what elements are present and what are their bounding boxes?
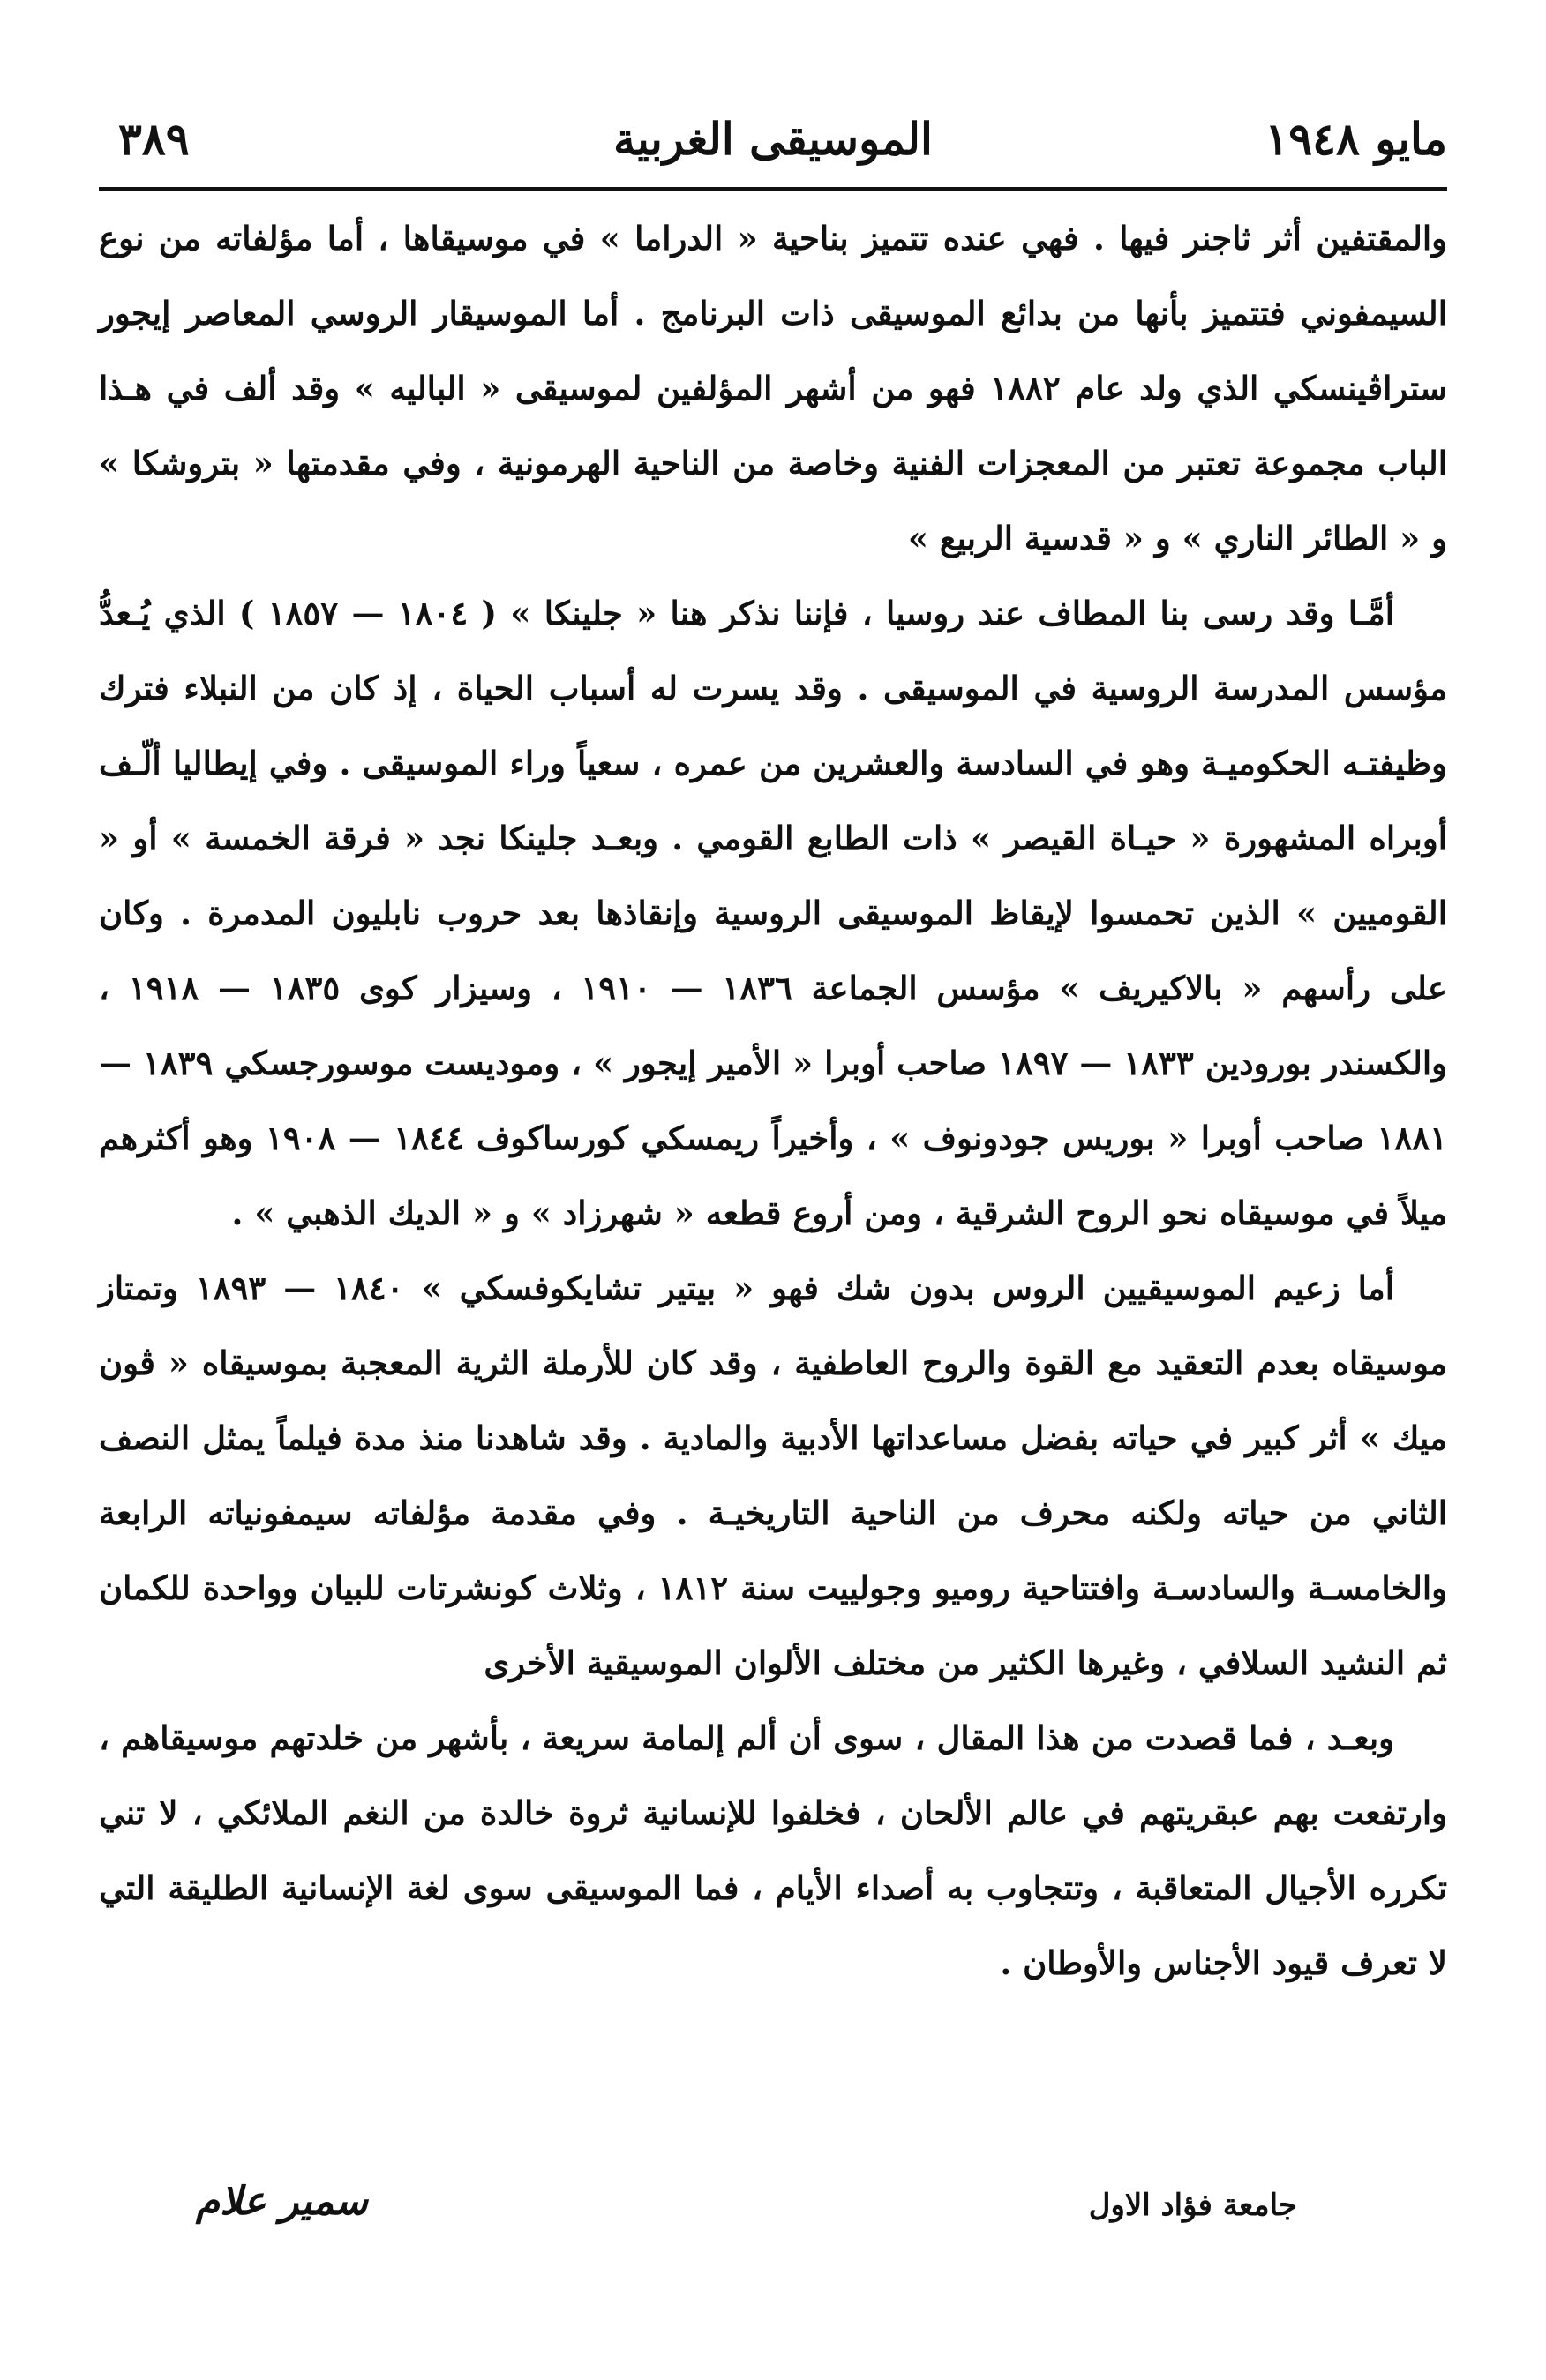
paragraph: أمَّـا وقد رسى بنا المطاف عند روسيا ، فإننا نذكر هنا « جلينكا » ( ١٨٠٤ — ١٨٥٧ ) الذي يُـعدُّ مؤسس المدرسة الروسية في الموسيقى . وقد يسرت له أسباب الحياة ، إذ كان من النبلاء فترك وظيفتـه الحكوميـة وهو في السادسة والعشرين من عمره ، سعياً وراء الموسيقى . وفي إيطاليا ألّـف أوبراه المشهورة « حيـاة القيصر » ذات الطابع القومي . وبعـد جلينكا نجد « فرقة الخمسة » أو « القوميين » الذين تحمسوا لإيقاظ الموسيقى الروسية وإنقاذها بعد حروب نابليون المدمرة . وكان على رأسهم « بالاكيريف » مؤسس الجماعة ١٨٣٦ — ١٩١٠ ، وسيزار كوى ١٨٣٥ — ١٩١٨ ، والكسندر بورودين ١٨٣٣ — ١٨٩٧ صاحب أوبرا « الأمير إيجور » ، وموديست موسورجسكي ١٨٣٩ — ١٨٨١ صاحب أوبرا « بوريس جودونوف » ، وأخيراً ريمسكي كورساكوف ١٨٤٤ — ١٩٠٨ وهو أكثرهم ميلاً في موسيقاه نحو الروح الشرقية ، ومن أروع قطعه « شهرزاد » و « الديك الذهبي » . <box>99 594 1448 1232</box>
paragraph: وبعـد ، فما قصدت من هذا المقال ، سوى أن ألم إلمامة سريعة ، بأشهر من خلدتهم موسيقاهم ، وارتفعت بهم عبقريتهم في عالم الألحان ، فخلفوا للإنسانية ثروة خالدة من النغم الملائكي ، لا تني تكرره الأجيال المتعاقبة ، وتتجاوب به أصداء الأيام ، فما الموسيقى سوى لغة الإنسانية الطليقة التي لا تعرف قيود الأجناس والأوطان . <box>99 1718 1447 1982</box>
header-rule <box>99 187 1447 191</box>
paragraph: والمقتفين أثر ثاجنر فيها . فهي عنده تتميز بناحية « الدراما » في موسيقاها ، أما مؤلفاته من نوع السيمفوني فتتميز بأنها من بدائع الموسيقى ذات البرنامج . أما الموسيقار الروسي المعاصر إيجور ستراڤينسكي الذي ولد عام ١٨٨٢ فهو من أشهر المؤلفين لموسيقى « الباليه » وقد ألف في هـذا الباب مجموعة تعتبر من المعجزات الفنية وخاصة من الناحية الهرمونية ، وفي مقدمتها « بتروشكا » و « الطائر الناري » و « قدسية الربيع » <box>99 219 1447 558</box>
running-title: الموسيقى الغربية <box>613 113 933 165</box>
article-body <box>99 201 1447 2001</box>
page-number: ٣٨٩ <box>118 113 190 165</box>
article-footer <box>99 2179 1447 2258</box>
author-affiliation: جامعة فؤاد الاول <box>1088 2188 1297 2223</box>
paragraph: أما زعيم الموسيقيين الروس بدون شك فهو « بيتير تشايكوفسكي » ١٨٤٠ — ١٨٩٣ وتمتاز موسيقاه بعدم التعقيد مع القوة والروح العاطفية ، وقد كان للأرملة الثرية المعجبة بموسيقاه « ڤون ميك » أثر كبير في حياته بفضل مساعداتها الأدبية والمادية . وقد شاهدنا منذ مدة فيلماً يمثل النصف الثاني من حياته ولكنه محرف من الناحية التاريخيـة . وفي مقدمة مؤلفاته سيمفونياته الرابعة والخامسـة والسادسـة وافتتاحية روميو وجولييت سنة ١٨١٢ ، وثلاث كونشرتات للبيان وواحدة للكمان ثم النشيد السلافي ، وغيرها الكثير من مختلف الألوان الموسيقية الأخرى <box>99 1269 1447 1682</box>
author-signature: سمير علام <box>196 2179 368 2224</box>
page-header <box>99 113 1447 175</box>
issue-date: مايو ١٩٤٨ <box>1265 113 1447 165</box>
